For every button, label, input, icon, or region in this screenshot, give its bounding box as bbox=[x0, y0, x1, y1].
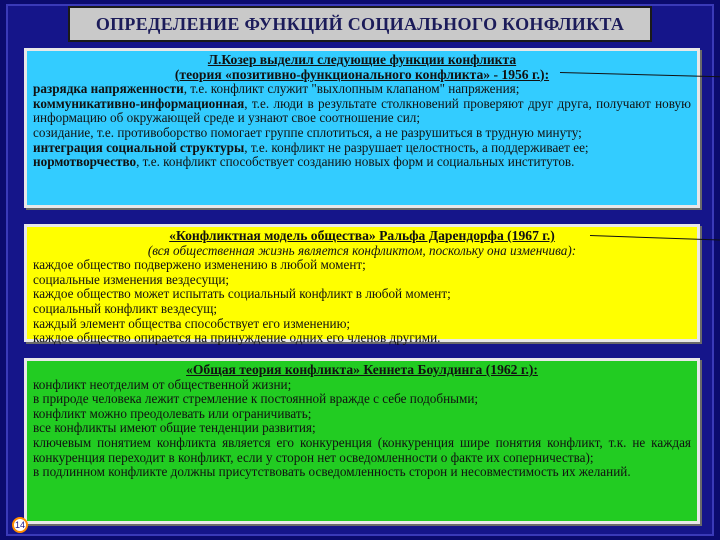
coser-item-term: коммуникативно-информационная bbox=[33, 95, 245, 111]
coser-item-term: интеграция социальной структуры bbox=[33, 139, 245, 155]
coser-panel bbox=[24, 48, 700, 208]
dahrendorf-panel bbox=[24, 224, 700, 346]
coser-item: созидание, т.е. противоборство помогает группе сплотиться, а не разрушиться в трудную минуту; bbox=[33, 124, 582, 140]
dahrendorf-item: социальный конфликт вездесущ; bbox=[33, 300, 218, 316]
coser-heading bbox=[33, 53, 691, 82]
dahrendorf-item: социальные изменения вездесущи; bbox=[33, 271, 230, 287]
coser-item-term: нормотворчество bbox=[33, 154, 137, 170]
page-number: 14 bbox=[12, 517, 28, 533]
dahrendorf-item: каждое общество может испытать социальный конфликт в любой момент; bbox=[33, 286, 451, 302]
boulding-item: конфликт неотделим от общественной жизни; bbox=[33, 376, 292, 392]
dahrendorf-item: каждый элемент общества способствует его изменению; bbox=[33, 315, 351, 331]
coser-item: коммуникативно-информационная, т.е. люди в результате столкновений проверяют друг друга, получают новую информацию об окружающей среде и узнают свое соотношение сил; bbox=[33, 95, 691, 126]
boulding-item: все конфликты имеют общие тенденции развития; bbox=[33, 420, 316, 436]
coser-item: нормотворчество, т.е. конфликт способствует созданию новых форм и социальных институтов. bbox=[33, 154, 575, 170]
boulding-item: конфликт можно преодолевать или ограничивать; bbox=[33, 405, 312, 421]
boulding-item: ключевым понятием конфликта является его конкуренция (конкуренция шире понятия конфликт, т.к. не каждая конкуренция переходит в конфликт, если у сторон нет осведомленности о факте их соперничества); bbox=[33, 434, 691, 465]
dahrendorf-heading: «Конфликтная модель общества» Ральфа Дарендорфа (1967 г.) bbox=[169, 228, 555, 243]
dahrendorf-item: каждое общество опирается на принуждение одних его членов другими. bbox=[33, 330, 441, 346]
boulding-item: в природе человека лежит стремление к постоянной вражде с себе подобными; bbox=[33, 391, 479, 407]
slide-title: ОПРЕДЕЛЕНИЕ ФУНКЦИЙ СОЦИАЛЬНОГО КОНФЛИКТА bbox=[68, 6, 652, 42]
coser-item-term: разрядка напряженности bbox=[33, 81, 184, 97]
coser-heading-line2: (теория «позитивно-функционального конфликта» - 1956 г.): bbox=[174, 66, 550, 82]
boulding-heading: «Общая теория конфликта» Кеннета Боулдинга (1962 г.): bbox=[186, 362, 538, 377]
boulding-item: в подлинном конфликте должны присутствовать осведомленность сторон и несовместимость их желаний. bbox=[33, 464, 631, 480]
coser-item: интеграция социальной структуры, т.е. конфликт не разрушает целостность, а поддерживает ее; bbox=[33, 139, 589, 155]
dahrendorf-item: каждое общество подвержено изменению в любой момент; bbox=[33, 257, 366, 273]
coser-heading-line1: Л.Козер выделил следующие функции конфликта bbox=[207, 52, 517, 67]
dahrendorf-subheading: (вся общественная жизнь является конфликтом, поскольку она изменчива): bbox=[147, 242, 577, 258]
coser-item: разрядка напряженности, т.е. конфликт служит "выхлопным клапаном" напряжения; bbox=[33, 81, 520, 97]
boulding-panel bbox=[24, 358, 700, 524]
